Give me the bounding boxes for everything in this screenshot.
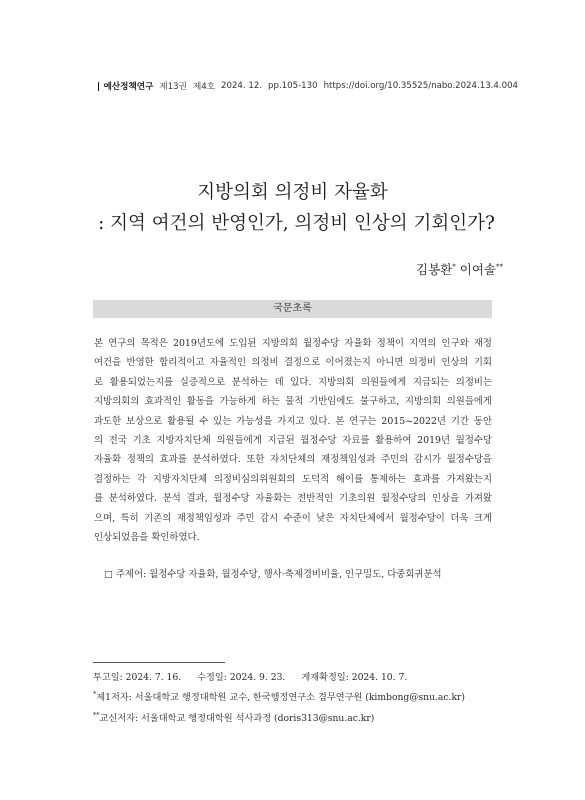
abstract-heading: 국문초록 xyxy=(93,300,492,318)
submission-dates xyxy=(93,670,465,686)
footnote-2-mark: ** xyxy=(93,710,100,719)
footnote-1-mark: * xyxy=(93,690,97,699)
abstract-body xyxy=(94,334,492,547)
doi-link[interactable]: https://doi.org/10.35525/nabo.2024.13.4.004 xyxy=(323,81,518,91)
footnote-first-author xyxy=(93,686,465,706)
footnote-2-text: 교신저자: 서울대학교 행정대학원 석사과정 (doris313@snu.ac.kr) xyxy=(99,712,375,724)
journal-volume: 제13권 xyxy=(159,82,187,92)
author-2-mark: ** xyxy=(496,262,503,271)
publication-date: 2024. 12. xyxy=(221,81,263,91)
paper-title-line-2: : 지역 여건의 반영인가, 의정비 인상의 기회인가? xyxy=(98,213,495,234)
author-2-name: 이여솔 xyxy=(459,262,496,277)
author-1-name: 김봉환 xyxy=(416,262,453,277)
abstract-line: 자율화 정책의 효과를 분석하였다. 또한 자치단체의 재정책임성과 주민의 감시가 월정수당을 xyxy=(94,454,492,466)
abstract-line: 여건을 반영한 합리적이고 자율적인 의정비 결정으로 이어졌는지 아니면 의정비 인상의 기회 xyxy=(94,357,492,369)
author-list xyxy=(416,260,503,278)
received-date: 투고일: 2024. 7. 16. xyxy=(93,672,182,683)
abstract-line: 으며, 특히 기존의 재정책임성과 주민 감시 수준이 낮은 자치단체에서 월정수당이 더욱 크게 xyxy=(94,512,492,524)
running-header xyxy=(98,80,518,92)
footnotes xyxy=(93,670,465,727)
accepted-date: 게재확정일: 2024. 10. 7. xyxy=(301,672,408,683)
abstract-line: 인상되었음을 확인하였다. xyxy=(94,532,200,544)
footnote-divider xyxy=(93,662,225,663)
keywords: □ 주제어: 월정수당 자율화, 월정수당, 행사·축제경비비율, 인구밀도, 다중회귀분석 xyxy=(104,569,442,580)
paper-title-line-1: 지방의회 의정비 자율화 xyxy=(197,182,388,203)
abstract-line: 의 전국 기초 지방자치단체 의원들에게 지급된 월정수당 자료를 활용하여 2019년 월정수당 xyxy=(94,435,492,447)
journal-issue: 제4호 xyxy=(192,82,216,92)
author-1-mark: * xyxy=(452,262,456,271)
journal-name: 예산정책연구 xyxy=(103,82,154,92)
footnote-corresponding-author xyxy=(93,707,465,727)
abstract-line: 를 분석하였다. 분석 결과, 월정수당 자율화는 전반적인 기초의원 월정수당의 인상을 가져왔 xyxy=(94,493,492,505)
abstract-line: 지방의회의 효과적인 활동을 가능하게 하는 물적 기반임에도 불구하고, 지방의회 의원들에게 xyxy=(94,396,492,408)
revised-date: 수정일: 2024. 9. 23. xyxy=(197,672,286,683)
footnote-1-text: 제1저자: 서울대학교 행정대학원 교수, 한국행정연구소 겸무연구원 (kimbong@snu.ac.kr) xyxy=(96,692,466,704)
abstract-line: 과도한 보상으로 활용될 수 있는 가능성을 가지고 있다. 본 연구는 2015~2022년 기간 동안 xyxy=(94,415,492,427)
abstract-line: 로 활용되었는지를 실증적으로 분석하는 데 있다. 지방의회 의원들에게 지급되는 의정비는 xyxy=(94,376,492,388)
abstract-line: 결정하는 각 지방자치단체 의정비심의위원회의 도덕적 해이를 통제하는 효과를 가져왔는지 xyxy=(94,473,492,485)
header-bar-marker xyxy=(98,82,99,91)
page-range: pp.105-130 xyxy=(268,81,318,91)
abstract-line: 본 연구의 목적은 2019년도에 도입된 지방의회 월정수당 자율화 정책이 지역의 인구와 재정 xyxy=(94,338,492,349)
